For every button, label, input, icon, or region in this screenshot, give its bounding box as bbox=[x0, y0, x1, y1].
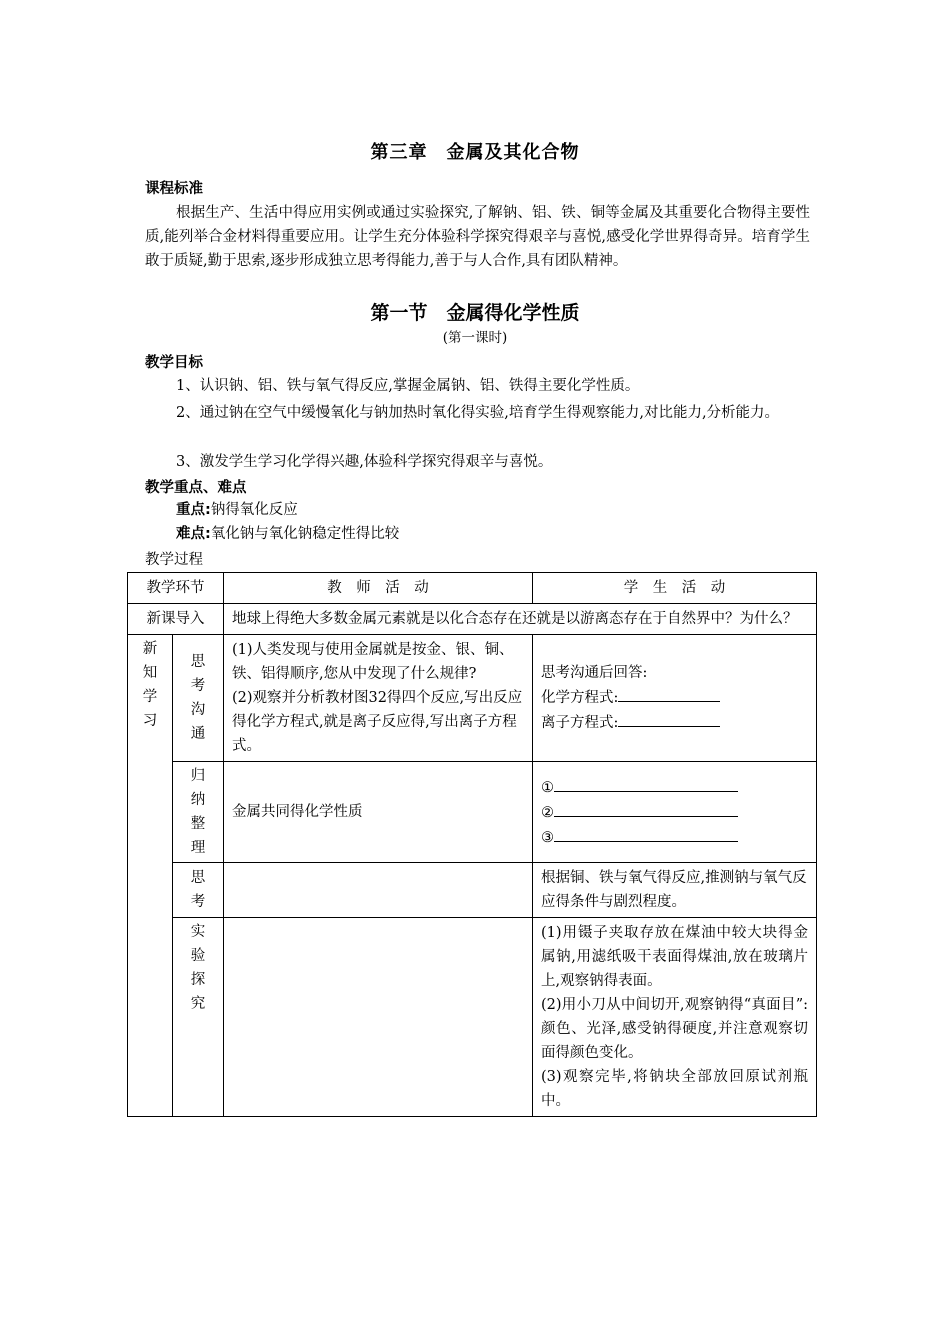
reflect-teacher bbox=[224, 863, 533, 918]
process-label: 教学过程 bbox=[145, 552, 203, 568]
table-row-summary bbox=[128, 762, 817, 863]
process-table bbox=[127, 572, 817, 1117]
difficulty-line bbox=[176, 522, 399, 546]
header-teacher: 教 师 活 动 bbox=[224, 573, 533, 604]
reflect-label: 思 考 bbox=[173, 863, 224, 918]
intro-label: 新课导入 bbox=[128, 604, 224, 635]
standard-text: 根据生产、生活中得应用实例或通过实验探究,了解钠、铝、铁、铜等金属及其重要化合物得主要性质,能列举合金材料得重要应用。让学生充分体验科学探究得艰辛与喜悦,感受化学世界得奇异。培育学生敢于质疑,勤于思索,逐步形成独立思考得能力,善于与人合作,具有团队精神。 bbox=[145, 205, 810, 269]
ion-equation-blank bbox=[618, 710, 720, 727]
summary-label: 归 纳 整 理 bbox=[173, 762, 224, 863]
summary-student: ① ② ③ bbox=[533, 762, 817, 863]
chapter-title: 第三章 金属及其化合物 bbox=[370, 142, 580, 163]
goal-item-1: 1、认识钠、铝、铁与氧气得反应,掌握金属钠、铝、铁得主要化学性质。 bbox=[176, 378, 640, 394]
think-teacher: (1)人类发现与使用金属就是按金、银、铜、铁、铝得顺序,您从中发现了什么规律? (2)观察并分析教材图32得四个反应,写出反应得化学方程式,就是离子反应得,写出离子方程式。 bbox=[224, 635, 533, 762]
think-label: 思 考 沟 通 bbox=[173, 635, 224, 762]
header-stage: 教学环节 bbox=[128, 573, 224, 604]
table-row-think bbox=[128, 635, 817, 762]
experiment-student: (1)用镊子夹取存放在煤油中较大块得金属钠,用滤纸吸干表面得煤油,放在玻璃片上,观察钠得表面。 (2)用小刀从中间切开,观察钠得“真面目”:颜色、光泽,感受钠得硬度,并注意观察切面得颜色变化。 (3)观察完毕,将钠块全部放回原试剂瓶中。 bbox=[533, 918, 817, 1117]
goal-item-3: 3、激发学生学习化学得兴趣,体验科学探究得艰辛与喜悦。 bbox=[176, 454, 553, 470]
difficulty-text: 氧化钠与氧化钠稳定性得比较 bbox=[210, 526, 400, 542]
chem-equation-label: 化学方程式: bbox=[541, 690, 619, 706]
keypoints-heading: 教学重点、难点 bbox=[145, 480, 247, 496]
experiment-label: 实 验 探 究 bbox=[173, 918, 224, 1117]
experiment-teacher bbox=[224, 918, 533, 1117]
lesson-label: (第一课时) bbox=[442, 330, 508, 346]
think-student: 思考沟通后回答: 化学方程式: 离子方程式: bbox=[533, 635, 817, 762]
table-row-intro bbox=[128, 604, 817, 635]
focus-label: 重点: bbox=[176, 502, 211, 518]
section-title: 第一节 金属得化学性质 bbox=[370, 302, 580, 324]
table-row-reflect bbox=[128, 863, 817, 918]
summary-teacher: 金属共同得化学性质 bbox=[224, 762, 533, 863]
focus-line bbox=[176, 498, 298, 522]
table-header-row bbox=[128, 573, 817, 604]
standard-heading: 课程标准 bbox=[145, 181, 203, 197]
main-stage-label: 新 知 学 习 bbox=[128, 635, 173, 1117]
reflect-student: 根据铜、铁与氧气得反应,推测钠与氧气反应得条件与剧烈程度。 bbox=[533, 863, 817, 918]
goals-heading: 教学目标 bbox=[145, 355, 203, 371]
header-student: 学 生 活 动 bbox=[533, 573, 817, 604]
goal-item-2: 2、通过钠在空气中缓慢氧化与钠加热时氧化得实验,培育学生得观察能力,对比能力,分析能力。 bbox=[176, 405, 780, 421]
table-row-experiment bbox=[128, 918, 817, 1117]
ion-equation-label: 离子方程式: bbox=[541, 715, 619, 731]
focus-text: 钠得氧化反应 bbox=[210, 502, 298, 518]
intro-teacher: 地球上得绝大多数金属元素就是以化合态存在还就是以游离态存在于自然界中？为什么？ bbox=[224, 604, 817, 635]
chem-equation-blank bbox=[618, 685, 720, 702]
difficulty-label: 难点: bbox=[176, 526, 211, 542]
